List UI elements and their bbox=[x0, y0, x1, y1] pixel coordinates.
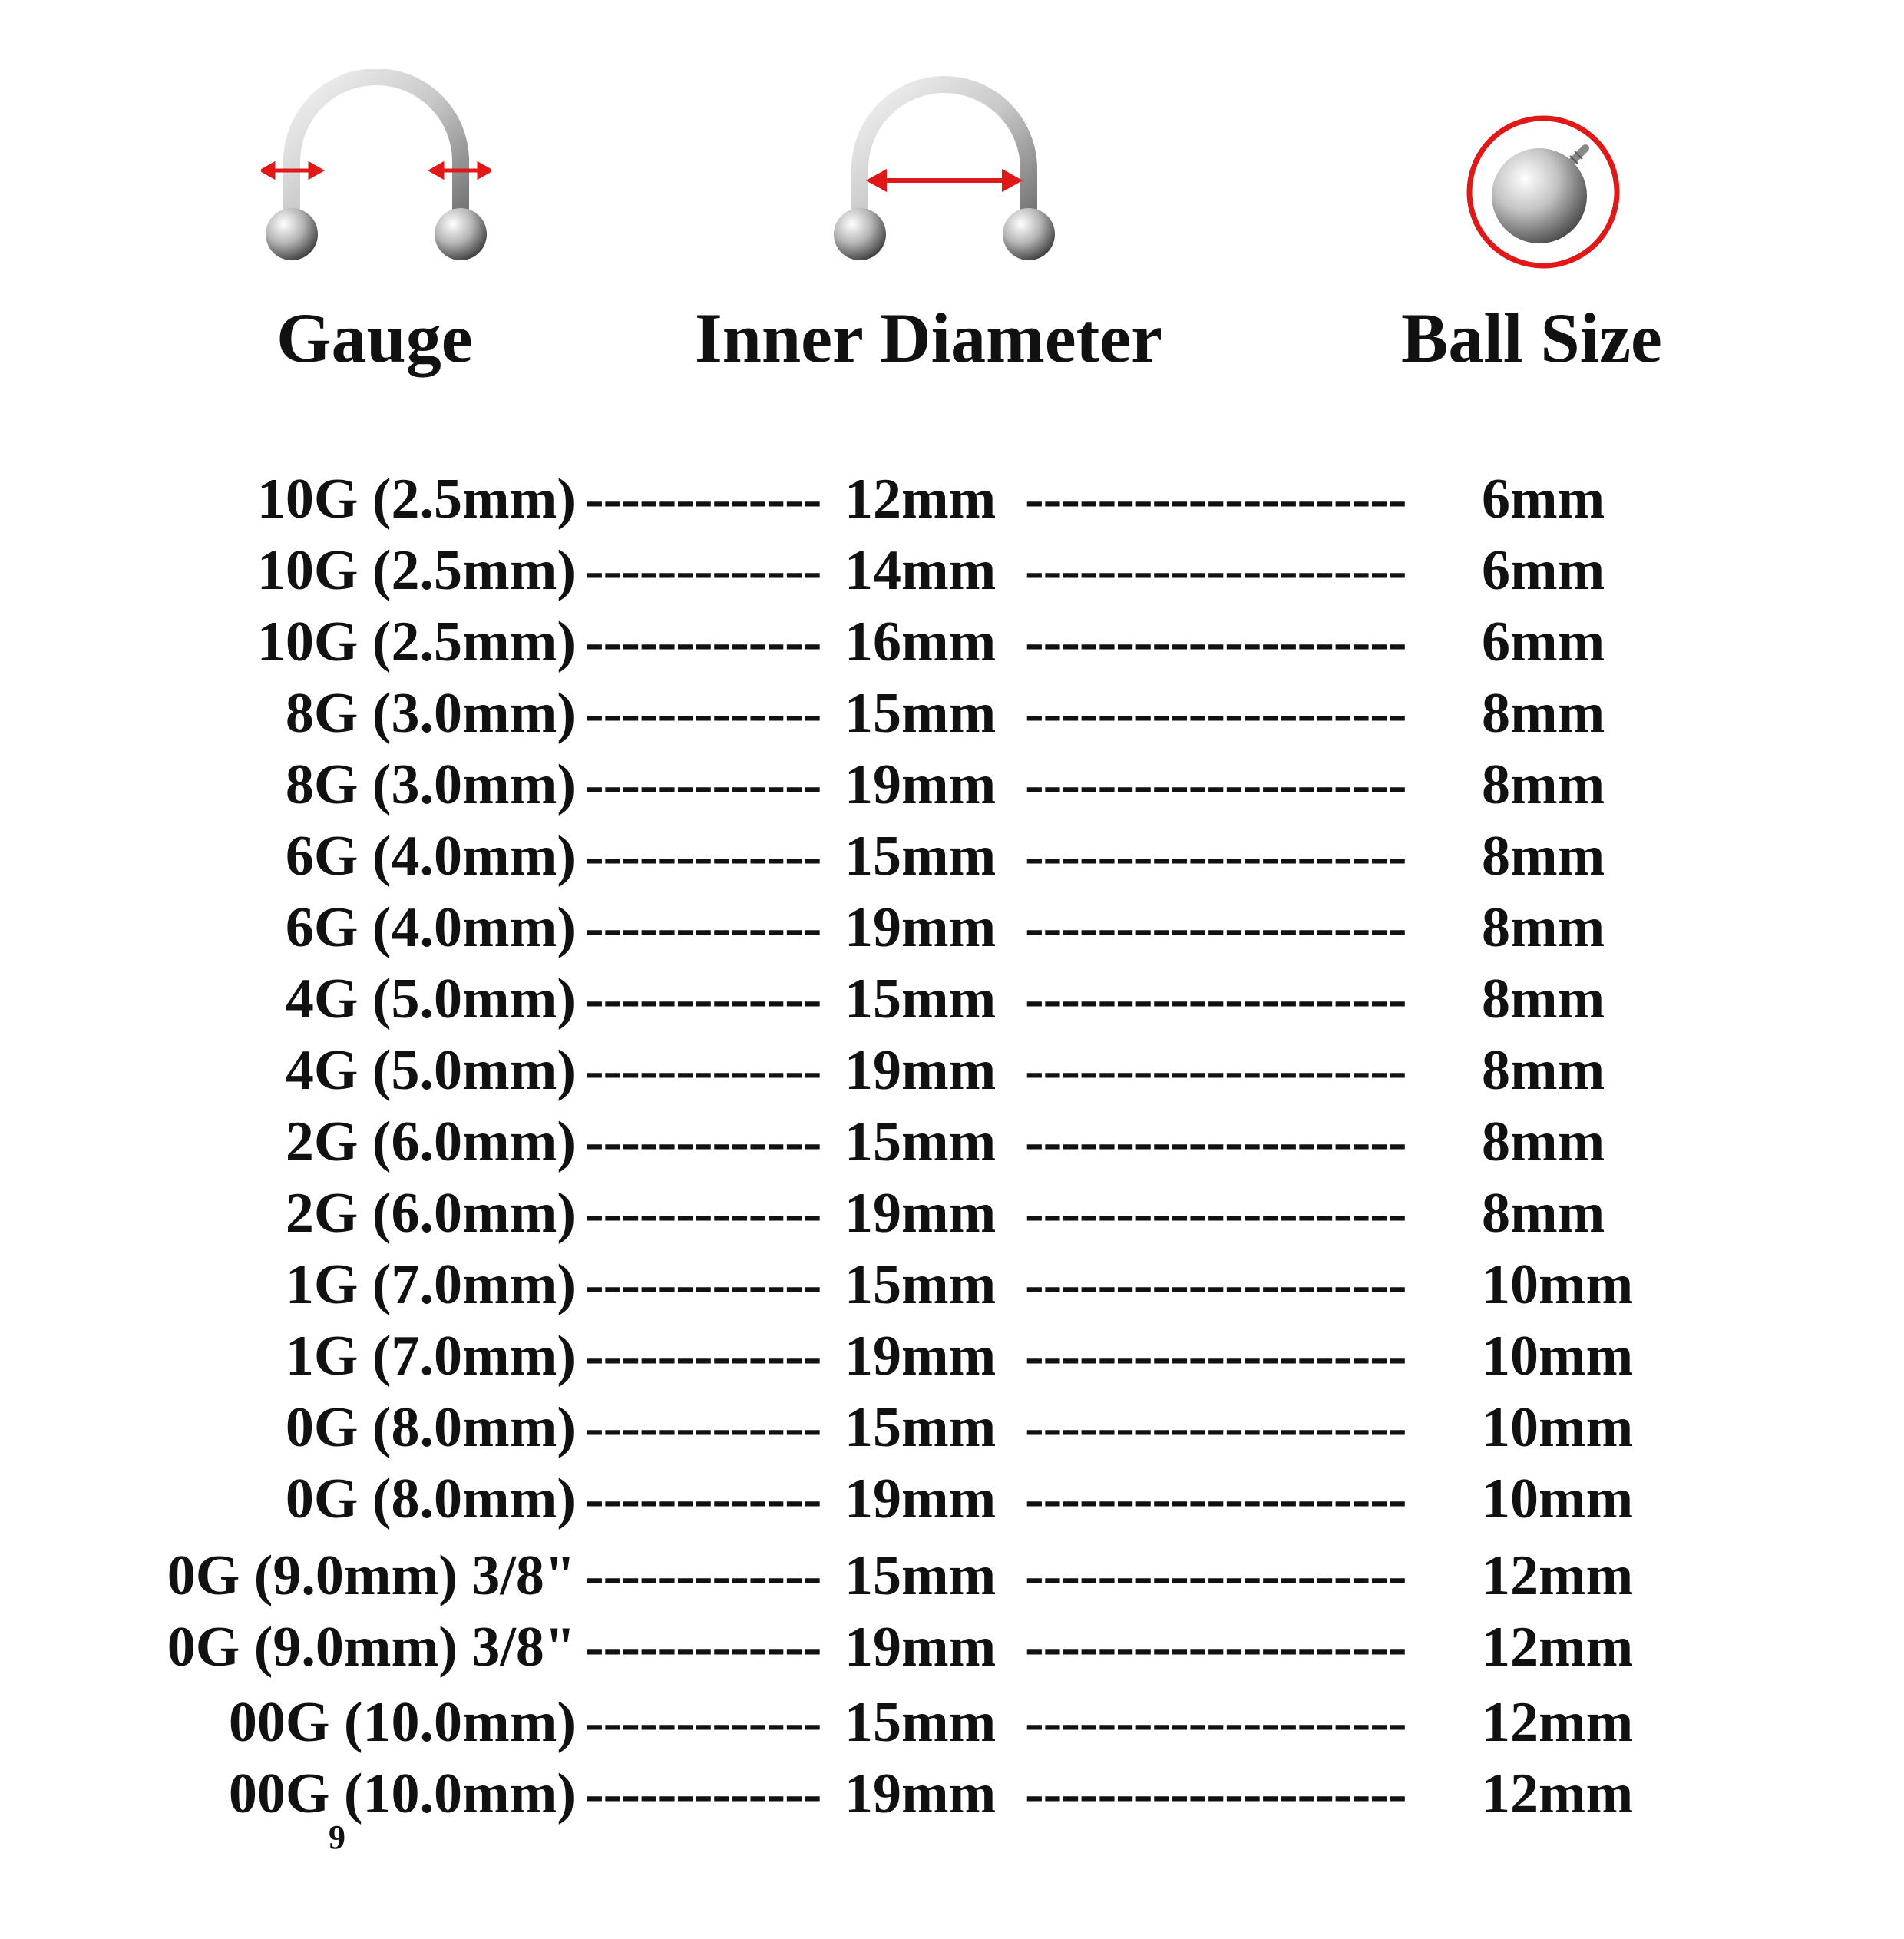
table-row bbox=[0, 536, 1904, 605]
inner-diameter-cell: 19mm bbox=[845, 896, 997, 959]
table-row bbox=[0, 1393, 1904, 1462]
inner-diameter-cell: 19mm bbox=[845, 1039, 997, 1102]
ball-size-cell: 12mm bbox=[1482, 1544, 1634, 1607]
inner-diameter-cell: 12mm bbox=[845, 468, 997, 531]
gauge-cell: 10G (2.5mm) bbox=[256, 539, 576, 602]
gauge-header: Gauge bbox=[276, 299, 473, 377]
inner-diameter-cell: 15mm bbox=[845, 1691, 997, 1754]
dash-leader: ------------- bbox=[585, 1762, 821, 1825]
gauge-cell: 0G (8.0mm) bbox=[285, 1396, 576, 1459]
ball-size-header: Ball Size bbox=[1401, 299, 1662, 377]
dash-leader: ------------- bbox=[585, 1039, 821, 1102]
dash-leader: ------------- bbox=[585, 1325, 821, 1388]
table-row bbox=[0, 1250, 1904, 1319]
ball-size-cell: 8mm bbox=[1482, 1110, 1605, 1173]
gauge-cell: 2G (6.0mm) bbox=[285, 1110, 576, 1173]
table-row bbox=[0, 1688, 1904, 1757]
table-row bbox=[0, 1036, 1904, 1105]
footnote-number: 9 bbox=[329, 1818, 345, 1856]
dash-leader: --------------------- bbox=[1025, 1110, 1407, 1173]
horseshoe-ring-inner-diameter-arrow-icon bbox=[829, 69, 1059, 284]
gauge-cell: 8G (3.0mm) bbox=[285, 753, 576, 816]
gauge-cell: 0G (9.0mm) 3/8" bbox=[167, 1616, 576, 1679]
gauge-cell: 0G (9.0mm) 3/8" bbox=[167, 1544, 576, 1607]
inner-diameter-cell: 19mm bbox=[845, 1325, 997, 1388]
gauge-cell: 4G (5.0mm) bbox=[285, 968, 576, 1031]
table-row bbox=[0, 1464, 1904, 1534]
inner-diameter-cell: 15mm bbox=[845, 682, 997, 745]
ball-size-cell: 8mm bbox=[1482, 1182, 1605, 1245]
inner-diameter-cell: 15mm bbox=[845, 825, 997, 888]
dash-leader: ------------- bbox=[585, 1110, 821, 1173]
inner-diameter-cell: 14mm bbox=[845, 539, 997, 602]
dash-leader: --------------------- bbox=[1025, 1039, 1407, 1102]
inner-diameter-cell: 15mm bbox=[845, 1110, 997, 1173]
inner-diameter-cell: 15mm bbox=[845, 1544, 997, 1607]
dash-leader: --------------------- bbox=[1025, 1396, 1407, 1459]
ball-size-cell: 8mm bbox=[1482, 896, 1605, 959]
dash-leader: --------------------- bbox=[1025, 539, 1407, 602]
gauge-cell: 10G (2.5mm) bbox=[256, 468, 576, 531]
table-row bbox=[0, 1759, 1904, 1828]
table-row bbox=[0, 1322, 1904, 1391]
horseshoe-ring-gauge-arrows-icon bbox=[261, 69, 491, 284]
dash-leader: --------------------- bbox=[1025, 682, 1407, 745]
gauge-cell: 6G (4.0mm) bbox=[285, 825, 576, 888]
inner-diameter-cell: 16mm bbox=[845, 610, 997, 673]
table-row bbox=[0, 822, 1904, 891]
gauge-cell: 00G (10.0mm) bbox=[228, 1691, 576, 1754]
gauge-cell: 8G (3.0mm) bbox=[285, 682, 576, 745]
table-row bbox=[0, 607, 1904, 677]
inner-diameter-cell: 15mm bbox=[845, 1396, 997, 1459]
ball-size-cell: 6mm bbox=[1482, 468, 1605, 531]
ball-size-cell: 6mm bbox=[1482, 539, 1605, 602]
ball-size-cell: 8mm bbox=[1482, 753, 1605, 816]
dash-leader: ------------- bbox=[585, 468, 821, 531]
table-row bbox=[0, 465, 1904, 534]
ball-size-cell: 10mm bbox=[1482, 1467, 1634, 1530]
dash-leader: ------------- bbox=[585, 1396, 821, 1459]
dash-leader: --------------------- bbox=[1025, 1616, 1407, 1679]
inner-diameter-cell: 19mm bbox=[845, 1762, 997, 1825]
ball-size-cell: 10mm bbox=[1482, 1253, 1634, 1316]
inner-diameter-header: Inner Diameter bbox=[695, 299, 1162, 377]
dash-leader: ------------- bbox=[585, 1253, 821, 1316]
dash-leader: --------------------- bbox=[1025, 753, 1407, 816]
dash-leader: --------------------- bbox=[1025, 1691, 1407, 1754]
ball-size-cell: 12mm bbox=[1482, 1616, 1634, 1679]
dash-leader: ------------- bbox=[585, 539, 821, 602]
gauge-cell: 2G (6.0mm) bbox=[285, 1182, 576, 1245]
dash-leader: --------------------- bbox=[1025, 1762, 1407, 1825]
dash-leader: --------------------- bbox=[1025, 1467, 1407, 1530]
ball-size-cell: 8mm bbox=[1482, 1039, 1605, 1102]
dash-leader: ------------- bbox=[585, 1467, 821, 1530]
inner-diameter-cell: 15mm bbox=[845, 968, 997, 1031]
ball-size-cell: 8mm bbox=[1482, 682, 1605, 745]
inner-diameter-cell: 15mm bbox=[845, 1253, 997, 1316]
table-row bbox=[0, 1179, 1904, 1248]
gauge-cell: 1G (7.0mm) bbox=[285, 1325, 576, 1388]
table-row bbox=[0, 965, 1904, 1034]
ball-size-cell: 10mm bbox=[1482, 1396, 1634, 1459]
dash-leader: ------------- bbox=[585, 968, 821, 1031]
ball-size-cell: 8mm bbox=[1482, 968, 1605, 1031]
dash-leader: --------------------- bbox=[1025, 1544, 1407, 1607]
dash-leader: ------------- bbox=[585, 753, 821, 816]
ball-size-cell: 12mm bbox=[1482, 1691, 1634, 1754]
dash-leader: --------------------- bbox=[1025, 825, 1407, 888]
dash-leader: --------------------- bbox=[1025, 896, 1407, 959]
dash-leader: ------------- bbox=[585, 610, 821, 673]
gauge-cell: 1G (7.0mm) bbox=[285, 1253, 576, 1316]
gauge-cell: 4G (5.0mm) bbox=[285, 1039, 576, 1102]
gauge-cell: 6G (4.0mm) bbox=[285, 896, 576, 959]
table-row bbox=[0, 750, 1904, 819]
dash-leader: --------------------- bbox=[1025, 610, 1407, 673]
dash-leader: ------------- bbox=[585, 1182, 821, 1245]
dash-leader: --------------------- bbox=[1025, 1253, 1407, 1316]
inner-diameter-cell: 19mm bbox=[845, 1467, 997, 1530]
gauge-cell: 00G (10.0mm) bbox=[228, 1762, 576, 1825]
ball-size-cell: 12mm bbox=[1482, 1762, 1634, 1825]
dash-leader: --------------------- bbox=[1025, 468, 1407, 531]
table-row bbox=[0, 1541, 1904, 1610]
table-row bbox=[0, 893, 1904, 962]
dash-leader: --------------------- bbox=[1025, 1182, 1407, 1245]
dash-leader: --------------------- bbox=[1025, 1325, 1407, 1388]
table-row bbox=[0, 1613, 1904, 1682]
dash-leader: ------------- bbox=[585, 1544, 821, 1607]
inner-diameter-cell: 19mm bbox=[845, 1182, 997, 1245]
dash-leader: --------------------- bbox=[1025, 968, 1407, 1031]
ball-size-cell: 8mm bbox=[1482, 825, 1605, 888]
gauge-cell: 10G (2.5mm) bbox=[256, 610, 576, 673]
dash-leader: ------------- bbox=[585, 682, 821, 745]
threaded-ball-in-red-circle-icon bbox=[1463, 111, 1624, 273]
inner-diameter-cell: 19mm bbox=[845, 1616, 997, 1679]
dash-leader: ------------- bbox=[585, 825, 821, 888]
dash-leader: ------------- bbox=[585, 1616, 821, 1679]
table-row bbox=[0, 679, 1904, 748]
dash-leader: ------------- bbox=[585, 896, 821, 959]
dash-leader: ------------- bbox=[585, 1691, 821, 1754]
gauge-cell: 0G (8.0mm) bbox=[285, 1467, 576, 1530]
ball-size-cell: 10mm bbox=[1482, 1325, 1634, 1388]
ball-size-cell: 6mm bbox=[1482, 610, 1605, 673]
inner-diameter-cell: 19mm bbox=[845, 753, 997, 816]
table-row bbox=[0, 1107, 1904, 1176]
